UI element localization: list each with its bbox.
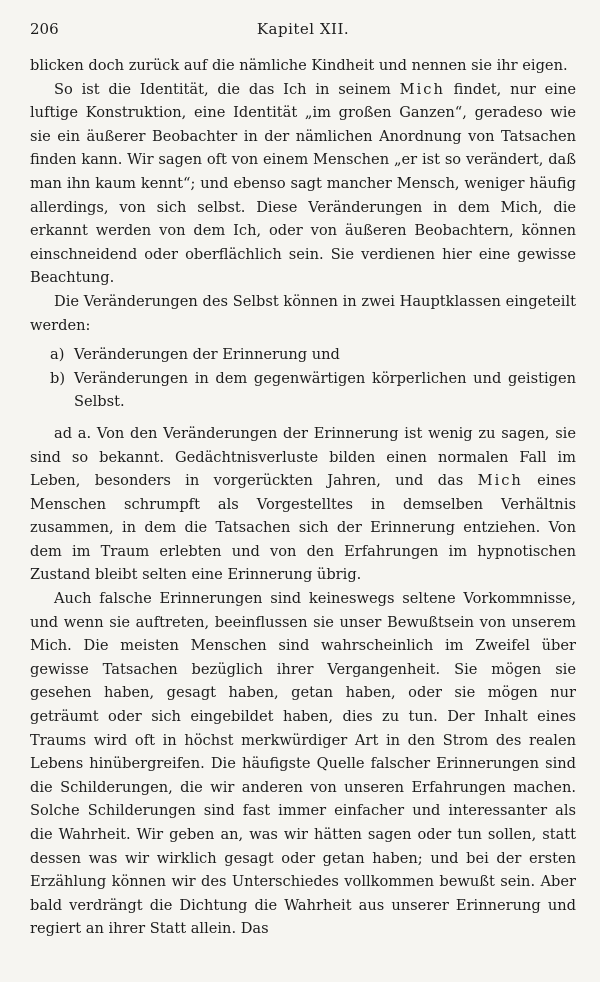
- text-run: So ist die Identität, die das Ich in seinem: [54, 80, 400, 98]
- list-item-text: Veränderungen in dem gegenwärtigen körperlichen und geistigen Selbst.: [74, 369, 576, 411]
- page-header: [30, 14, 576, 44]
- paragraph-memory: [30, 422, 576, 587]
- list-item: [30, 343, 576, 367]
- emphasis-mich: Mich: [399, 80, 445, 98]
- list-item-text: Veränderungen der Erinnerung und: [74, 346, 340, 364]
- list-item-label: a): [50, 346, 65, 364]
- classification-list: [30, 343, 576, 414]
- paragraph-continuation: blicken doch zurück auf die nämliche Kindheit und nennen sie ihr eigen.: [30, 57, 568, 74]
- paragraph-identity: [30, 78, 576, 290]
- text-run: findet, nur eine luftige Konstruktion, eine Identität „im großen Ganzen“, geradeso wie sie ein äußerer Beobachter in der nämlichen Anordnung von Tatsachen finden kann. Wir sagen oft von einem Menschen „er ist so verändert, daß man ihn kaum kennt“; und ebenso sagt mancher Mensch, weniger häufig allerdings, von sich selbst. Diese Veränderungen in dem Mich, die erkannt werden von dem Ich, oder von äußeren Beobachtern, können einschneidend oder oberflächlich sein. Sie verdienen hier eine gewisse Beachtung.: [30, 80, 576, 287]
- paragraph-false-memories: Auch falsche Erinnerungen sind keineswegs seltene Vorkommnisse, und wenn sie auftreten, beeinflussen sie unser Bewußtsein von unserem Mich. Die meisten Menschen sind wahrscheinlich im Zweifel über gewisse Tatsachen bezüglich ihrer Vergangenheit. Sie mögen sie gesehen haben, gesagt haben, getan haben, oder sie mögen nur geträumt oder sich eingebildet haben, dies zu tun. Der Inhalt eines Traums wird oft in höchst merkwürdiger Art in den Strom des realen Lebens hinübergreifen. Die häufigste Quelle falscher Erinnerungen sind die Schilderungen, die wir anderen von unseren Erfahrungen machen. Solche Schilderungen sind fast immer einfacher und interessanter als die Wahrheit. Wir geben an, was wir hätten sagen oder tun sollen, statt dessen was wir wirklich gesagt oder getan haben; und bei der ersten Erzählung können wir des Unterschiedes vollkommen bewußt sein. Aber bald verdrängt die Dichtung die Wahrheit aus unserer Erinnerung und regiert an ihrer Statt allein. Das: [30, 590, 576, 938]
- text-run: ad a. Von den Veränderungen der Erinnerung ist wenig zu sagen, sie sind so bekannt. Gedächtnisverluste bilden einen normalen Fall im Leben, besonders in vorgerückten Jahren, und das: [30, 424, 576, 490]
- text-run: eines Menschen schrumpft als Vorgestelltes in demselben Verhältnis zusammen, in dem die Tatsachen sich der Erinnerung entziehen. Von dem im Traum erlebten und von den Erfahrungen im hypnotischen Zustand bleibt selten eine Erinnerung übrig.: [30, 472, 577, 584]
- paragraph-classes: Die Veränderungen des Selbst können in zwei Hauptklassen eingeteilt werden:: [30, 292, 576, 334]
- page-body: [30, 54, 576, 941]
- emphasis-mich: Mich: [477, 472, 523, 490]
- list-item-label: b): [50, 369, 66, 387]
- chapter-title: Kapitel XII.: [256, 20, 350, 38]
- page-number: 206: [30, 20, 59, 38]
- list-item: [30, 367, 576, 414]
